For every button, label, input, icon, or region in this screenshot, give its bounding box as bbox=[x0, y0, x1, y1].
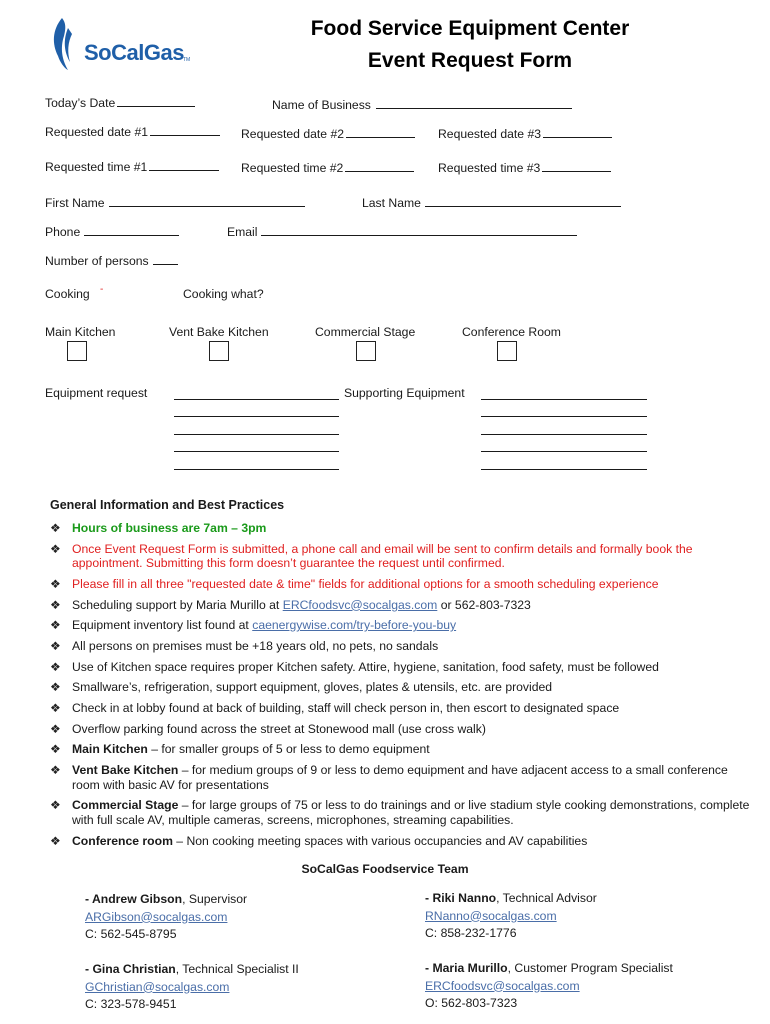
equipment-request-label: Equipment request bbox=[45, 386, 148, 400]
team-member-riki: - Riki Nanno, Technical Advisor RNanno@socalgas.com C: 858-232-1776 bbox=[425, 891, 597, 940]
list-item: ❖ Check in at lobby found at back of building, staff will check person in, then escort to designated space bbox=[50, 701, 620, 716]
list-item: ❖ All persons on premises must be +18 years old, no pets, no sandals bbox=[50, 639, 439, 654]
list-item: ❖ Scheduling support by Maria Murillo at ERCfoodsvc@socalgas.com or 562-803-7323 bbox=[50, 597, 531, 612]
supporting-line-4[interactable] bbox=[481, 451, 647, 452]
team-member-maria: - Maria Murillo, Customer Program Specialist ERCfoodsvc@socalgas.com O: 562-803-7323 bbox=[425, 961, 673, 1010]
first-name-field[interactable]: First Name bbox=[45, 196, 305, 210]
supporting-equipment-label: Supporting Equipment bbox=[344, 386, 465, 400]
form-title-line1: Food Service Equipment Center bbox=[310, 17, 630, 40]
supporting-line-2[interactable] bbox=[481, 416, 647, 417]
room-label-vent-bake-kitchen: Vent Bake Kitchen bbox=[169, 325, 269, 339]
equipment-line-1[interactable] bbox=[174, 399, 339, 400]
andrew-email-link[interactable]: ARGibson@socalgas.com bbox=[85, 909, 228, 924]
list-item: ❖ Please fill in all three "requested date & time" fields for additional options for a smooth scheduling experience bbox=[50, 576, 659, 591]
room-label-conference-room: Conference Room bbox=[462, 325, 561, 339]
logo-text: SoCalGas bbox=[84, 40, 184, 65]
bullet-diamond-icon: ❖ bbox=[50, 763, 61, 778]
bullet-diamond-icon: ❖ bbox=[50, 541, 61, 556]
logo-tm: TM bbox=[183, 57, 191, 63]
bullet-diamond-icon: ❖ bbox=[50, 798, 61, 813]
room-label-commercial-stage: Commercial Stage bbox=[315, 325, 416, 339]
requested-date-2-field[interactable]: Requested date #2 bbox=[241, 127, 415, 141]
business-name-field[interactable]: Name of Business bbox=[272, 98, 572, 112]
cooking-mark: - bbox=[100, 284, 104, 295]
requested-time-2-field[interactable]: Requested time #2 bbox=[241, 161, 414, 175]
inventory-link[interactable]: caenergywise.com/try-before-you-buy bbox=[252, 618, 457, 633]
list-item: ❖ Smallware’s, refrigeration, support equipment, gloves, plates & utensils, etc. are provided bbox=[50, 680, 553, 695]
list-item: ❖ Vent Bake Kitchen – for medium groups of 9 or less to demo equipment and have adjacent access to a small conference room with basic AV for presentations bbox=[50, 763, 728, 792]
bullet-diamond-icon: ❖ bbox=[50, 680, 61, 695]
team-member-gina: - Gina Christian, Technical Specialist II GChristian@socalgas.com C: 323-578-9451 bbox=[85, 962, 299, 1011]
list-item: ❖ Conference room – Non cooking meeting spaces with various occupancies and AV capabilities bbox=[50, 833, 588, 848]
socalgas-logo bbox=[48, 14, 198, 74]
room-label-main-kitchen: Main Kitchen bbox=[45, 325, 116, 339]
gina-email-link[interactable]: GChristian@socalgas.com bbox=[85, 979, 230, 994]
last-name-field[interactable]: Last Name bbox=[362, 196, 621, 210]
main-kitchen-checkbox[interactable] bbox=[67, 341, 87, 361]
bullet-diamond-icon: ❖ bbox=[50, 639, 61, 654]
commercial-stage-checkbox[interactable] bbox=[356, 341, 376, 361]
equipment-line-3[interactable] bbox=[174, 434, 339, 435]
riki-email-link[interactable]: RNanno@socalgas.com bbox=[425, 908, 557, 923]
bullet-diamond-icon: ❖ bbox=[50, 659, 61, 674]
form-title-line2: Event Request Form bbox=[367, 49, 573, 72]
list-item: ❖ Main Kitchen – for smaller groups of 5 or less to demo equipment bbox=[50, 742, 430, 757]
supporting-line-3[interactable] bbox=[481, 434, 647, 435]
list-item: ❖ Once Event Request Form is submitted, a phone call and email will be sent to confirm details and formally book the appointment. Submitting this form doesn’t guarantee the request until confirmed. bbox=[50, 541, 693, 571]
supporting-line-1[interactable] bbox=[481, 399, 647, 400]
team-member-andrew: - Andrew Gibson, Supervisor ARGibson@socalgas.com C: 562-545-8795 bbox=[85, 892, 248, 941]
bullet-diamond-icon: ❖ bbox=[50, 618, 61, 633]
requested-date-1-field[interactable]: Requested date #1 bbox=[45, 125, 220, 139]
equipment-line-5[interactable] bbox=[174, 469, 339, 470]
todays-date-field[interactable]: Today’s Date bbox=[45, 96, 195, 110]
equipment-line-4[interactable] bbox=[174, 451, 339, 452]
bullet-diamond-icon: ❖ bbox=[50, 833, 61, 848]
team-heading: SoCalGas Foodservice Team bbox=[301, 862, 469, 876]
bullet-diamond-icon: ❖ bbox=[50, 701, 61, 716]
vent-bake-kitchen-checkbox[interactable] bbox=[209, 341, 229, 361]
equipment-line-2[interactable] bbox=[174, 416, 339, 417]
list-item: ❖ Hours of business are 7am – 3pm bbox=[50, 521, 267, 535]
requested-time-3-field[interactable]: Requested time #3 bbox=[438, 161, 611, 175]
conference-room-checkbox[interactable] bbox=[497, 341, 517, 361]
supporting-line-5[interactable] bbox=[481, 469, 647, 470]
list-item: ❖ Overflow parking found across the street at Stonewood mall (use cross walk) bbox=[50, 721, 486, 736]
requested-time-1-field[interactable]: Requested time #1 bbox=[45, 160, 219, 174]
info-heading: General Information and Best Practices bbox=[50, 498, 285, 512]
bullet-diamond-icon: ❖ bbox=[50, 576, 61, 591]
list-item: ❖ Equipment inventory list found at caenergywise.com/try-before-you-buy bbox=[50, 618, 457, 633]
list-item: ❖ Commercial Stage – for large groups of 75 or less to do trainings and or live stadium style cooking demonstrations, complete with full scale AV, multiple cameras, screens, microphones, streaming capabilities. bbox=[50, 798, 750, 828]
list-item: ❖ Use of Kitchen space requires proper Kitchen safety. Attire, hygiene, sanitation, food safety, must be followed bbox=[50, 659, 659, 674]
number-of-persons-field[interactable]: Number of persons bbox=[45, 254, 178, 268]
requested-date-3-field[interactable]: Requested date #3 bbox=[438, 127, 612, 141]
phone-field[interactable]: Phone bbox=[45, 225, 179, 239]
email-field[interactable]: Email bbox=[227, 225, 577, 239]
bullet-diamond-icon: ❖ bbox=[50, 521, 61, 535]
cooking-what-label: Cooking what? bbox=[183, 287, 264, 301]
maria-email-link[interactable]: ERCfoodsvc@socalgas.com bbox=[425, 978, 580, 993]
scheduling-email-link[interactable]: ERCfoodsvc@socalgas.com bbox=[282, 597, 438, 612]
bullet-diamond-icon: ❖ bbox=[50, 742, 61, 757]
info-list bbox=[50, 521, 750, 854]
bullet-diamond-icon: ❖ bbox=[50, 721, 61, 736]
cooking-label: Cooking bbox=[45, 287, 90, 301]
bullet-diamond-icon: ❖ bbox=[50, 597, 61, 612]
